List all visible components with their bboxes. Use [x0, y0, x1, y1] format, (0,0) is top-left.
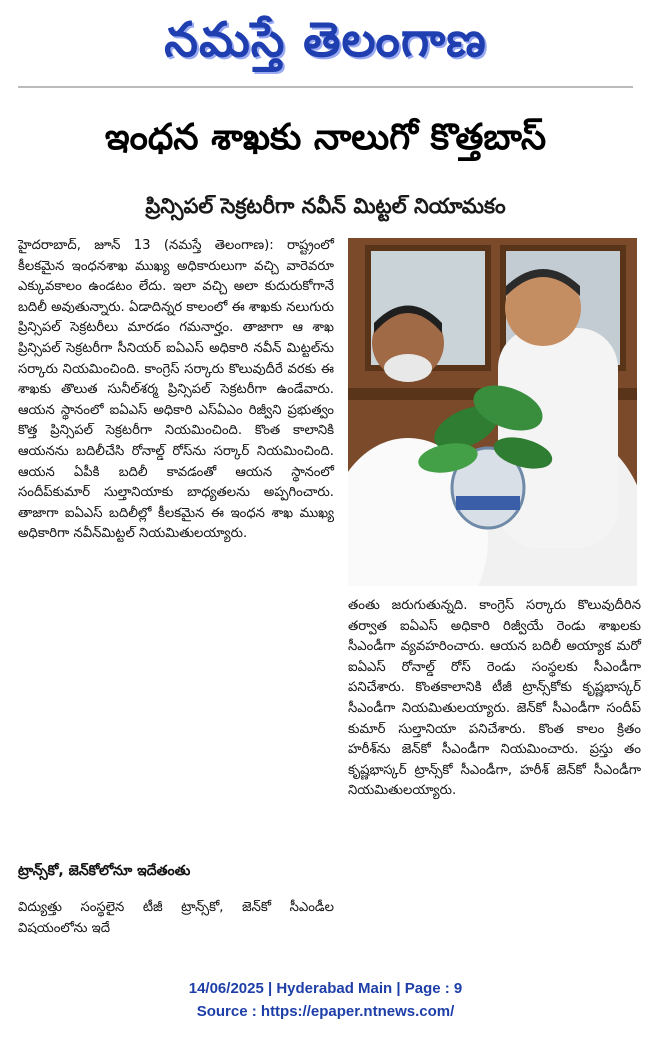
article-paragraph: విద్యుత్తు సంస్థలైన టీజీ ట్రాన్స్‌కో, జెన్‌కో సీఎండీల విషయంలోను ఇదే: [18, 900, 334, 936]
footer-source-link[interactable]: Source : https://epaper.ntnews.com/: [196, 1003, 455, 1020]
article-left-column-continued: [18, 898, 334, 939]
article-headline: ఇంధన శాఖకు నాలుగో కొత్తబాస్: [104, 117, 547, 158]
newspaper-masthead: నమస్తే తెలంగాణ: [164, 12, 487, 68]
article-photo: [348, 238, 637, 586]
article-left-column: [18, 236, 334, 545]
article-paragraph: తంతు జరుగుతున్నది. కాంగ్రెస్ సర్కారు కొలువుదీరిన తర్వాత ఐఏఎస్ అధికారి రిజ్వీయే రెండు శాఖలకు సీఎండీగా వ్యవహరించారు. ఆయన బదిలీ అయ్యాక మరో ఐఏఎస్ రోనాల్డ్ రోస్ రెండు సంస్థలకు సీఎండీగా పనిచేశారు. కొంతకాలానికి టీజీ ట్రాన్స్‌కోకు కృష్ణభాస్కర్ సీఎండీగా నియమితులయ్యారు. జెన్‌కో సీఎండీగా సందీప్ కుమార్ సుల్తానియా పనిచేశారు. కొంత కాలం క్రితం హరీశ్‌ను జెన్‌కో సీఎండీగా నియమించారు. ప్రస్తు తం కృష్ణభాస్కర్ ట్రాన్స్‌కో సీఎండీగా, హరీశ్ జెన్‌కో సీఎండీగా నియమితులయ్యారు.: [348, 598, 641, 799]
masthead-divider: [18, 86, 633, 88]
article-subsection-heading: ట్రాన్స్‌కో, జెన్‌కోలోనూ ఇదేతంతు: [18, 863, 191, 879]
photo-illustration: [348, 238, 637, 586]
article-paragraph: హైదరాబాద్, జూన్ 13 (నమస్తే తెలంగాణ): రాష్ట్రంలో కీలకమైన ఇంధనశాఖ ముఖ్య అధికారులుగా వచ్చి వారెవరూ ఎక్కువకాలం ఉండటం లేదు. ఇలా వచ్చి అలా కుదురుకోగానే బదిలీ అవుతున్నారు. ఏడాదిన్నర కాలంలో ఈ శాఖకు నలుగురు ప్రిన్సిపల్ సెక్రటరీలు మారడం గమనార్హం. తాజాగా ఆ శాఖ ప్రిన్సిపల్ సెక్రటరీగా సీనియర్ ఐఏఎస్ అధికారి నవీన్ మిట్టల్‌ను సర్కారు నియమించింది. కాంగ్రెస్ సర్కారు కొలువుదీరే వరకు ఈ శాఖకు తొలుత సునీల్‌శర్మ ప్రిన్సిపల్ సెక్రటరీగా ఉండేవారు. ఆయన స్థానంలో ఐఏఎస్ అధికారి ఎస్ఏఎం రిజ్వీని ప్రభుత్వం కొత్త ప్రిన్సిపల్ సెక్రటరీగా నియమించింది. కొంత కాలానికి ఆయనను బదిలీచేసి రోనాల్డ్ రోస్‌ను సర్కార్ నియమించింది. ఆయన ఏపీకి బదిలీ కావడంతో ఆయన స్థానంలో సందీప్‌కుమార్ సుల్తానియాకు బాధ్యతలను అప్పగించారు. తాజాగా ఐఏఎస్ బదిలీల్లో కీలకమైన ఈ ఇంధన శాఖ ముఖ్య అధికారిగా నవీన్‌మిట్టల్ నియమితులయ్యారు.: [18, 238, 334, 542]
article-right-column: [348, 596, 641, 802]
footer-date-edition-page: 14/06/2025 | Hyderabad Main | Page : 9: [188, 980, 463, 997]
article-subheadline: ప్రిన్సిపల్ సెక్రటరీగా నవీన్ మిట్టల్ నియామకం: [145, 194, 506, 218]
